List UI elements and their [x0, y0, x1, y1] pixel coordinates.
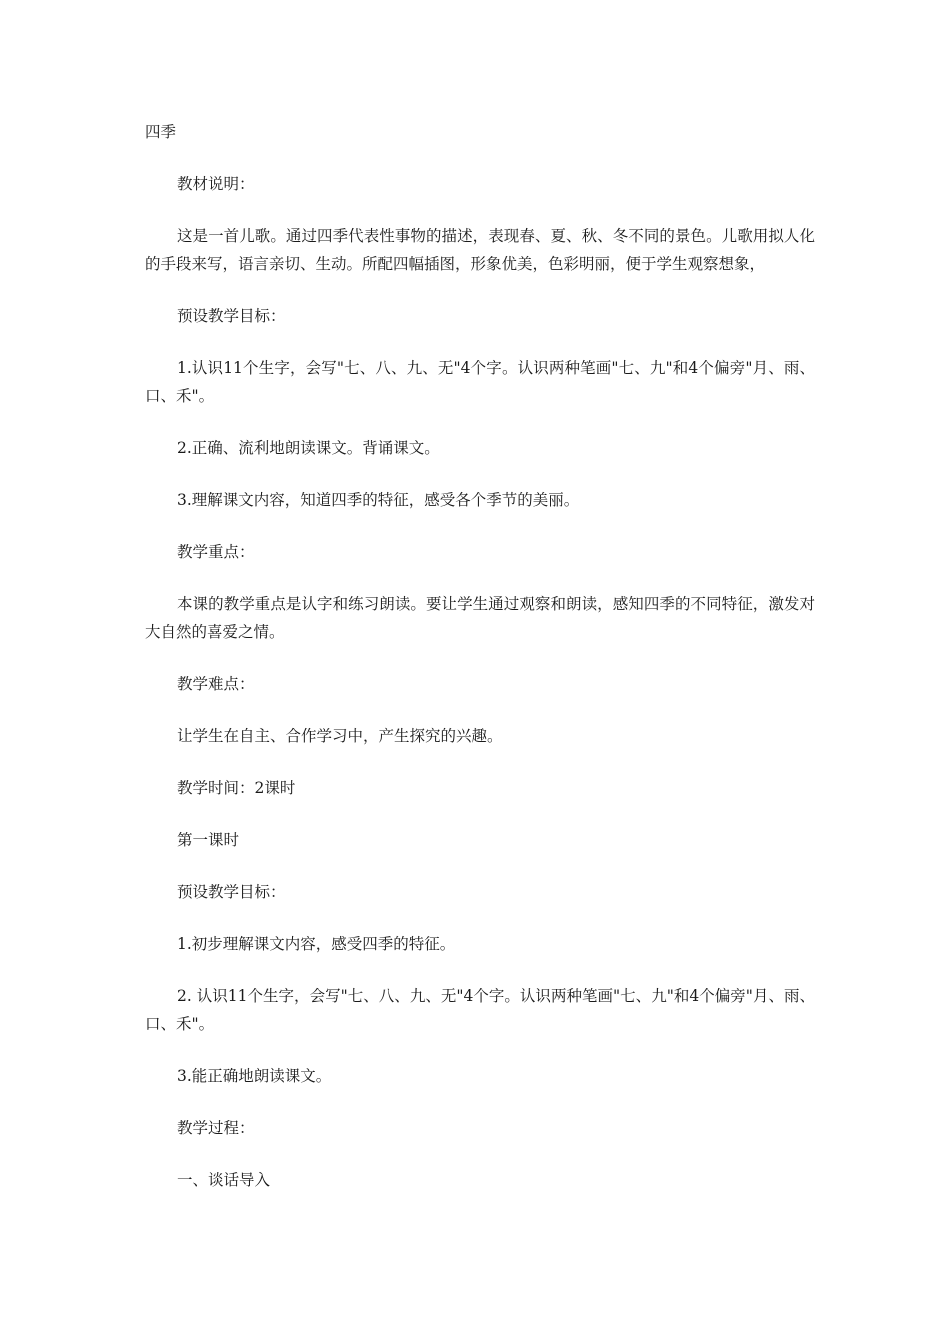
- paragraph-materials-heading: 教材说明：: [177, 175, 255, 193]
- paragraph-process-heading: 教学过程：: [177, 1119, 255, 1137]
- paragraph-intro-step: 一、谈话导入: [177, 1171, 271, 1189]
- paragraph-first-lesson: 第一课时: [177, 831, 240, 849]
- paragraph-teaching-time: 教学时间：2课时: [177, 779, 296, 797]
- paragraph-goals-heading: 预设教学目标：: [177, 307, 286, 325]
- document-title: 四季: [145, 123, 177, 141]
- paragraph-goal-1: 1.认识11个生字，会写"七、八、九、无"4个字。认识两种笔画"七、九"和4个偏旁"月、雨、口、禾"。: [145, 359, 815, 405]
- paragraph-lesson-goals-heading: 预设教学目标：: [177, 883, 286, 901]
- document-body: [145, 118, 815, 1218]
- paragraph-goal-2: 2.正确、流利地朗读课文。背诵课文。: [177, 439, 440, 457]
- paragraph-lesson-goal-1: 1.初步理解课文内容，感受四季的特征。: [177, 935, 456, 953]
- paragraph-lesson-goal-3: 3.能正确地朗读课文。: [177, 1067, 332, 1085]
- paragraph-key-points-heading: 教学重点：: [177, 543, 255, 561]
- paragraph-goal-3: 3.理解课文内容，知道四季的特征，感受各个季节的美丽。: [177, 491, 580, 509]
- paragraph-difficulties-heading: 教学难点：: [177, 675, 255, 693]
- paragraph-lesson-goal-2: 2. 认识11个生字，会写"七、八、九、无"4个字。认识两种笔画"七、九"和4个偏旁"月、雨、口、禾"。: [145, 987, 815, 1033]
- paragraph-difficulties: 让学生在自主、合作学习中，产生探究的兴趣。: [177, 727, 503, 745]
- paragraph-materials-description: 这是一首儿歌。通过四季代表性事物的描述，表现春、夏、秋、冬不同的景色。儿歌用拟人化的手段来写，语言亲切、生动。所配四幅插图，形象优美，色彩明丽，便于学生观察想象，: [145, 227, 815, 273]
- paragraph-key-points: 本课的教学重点是认字和练习朗读。要让学生通过观察和朗读，感知四季的不同特征，激发对大自然的喜爱之情。: [145, 595, 815, 641]
